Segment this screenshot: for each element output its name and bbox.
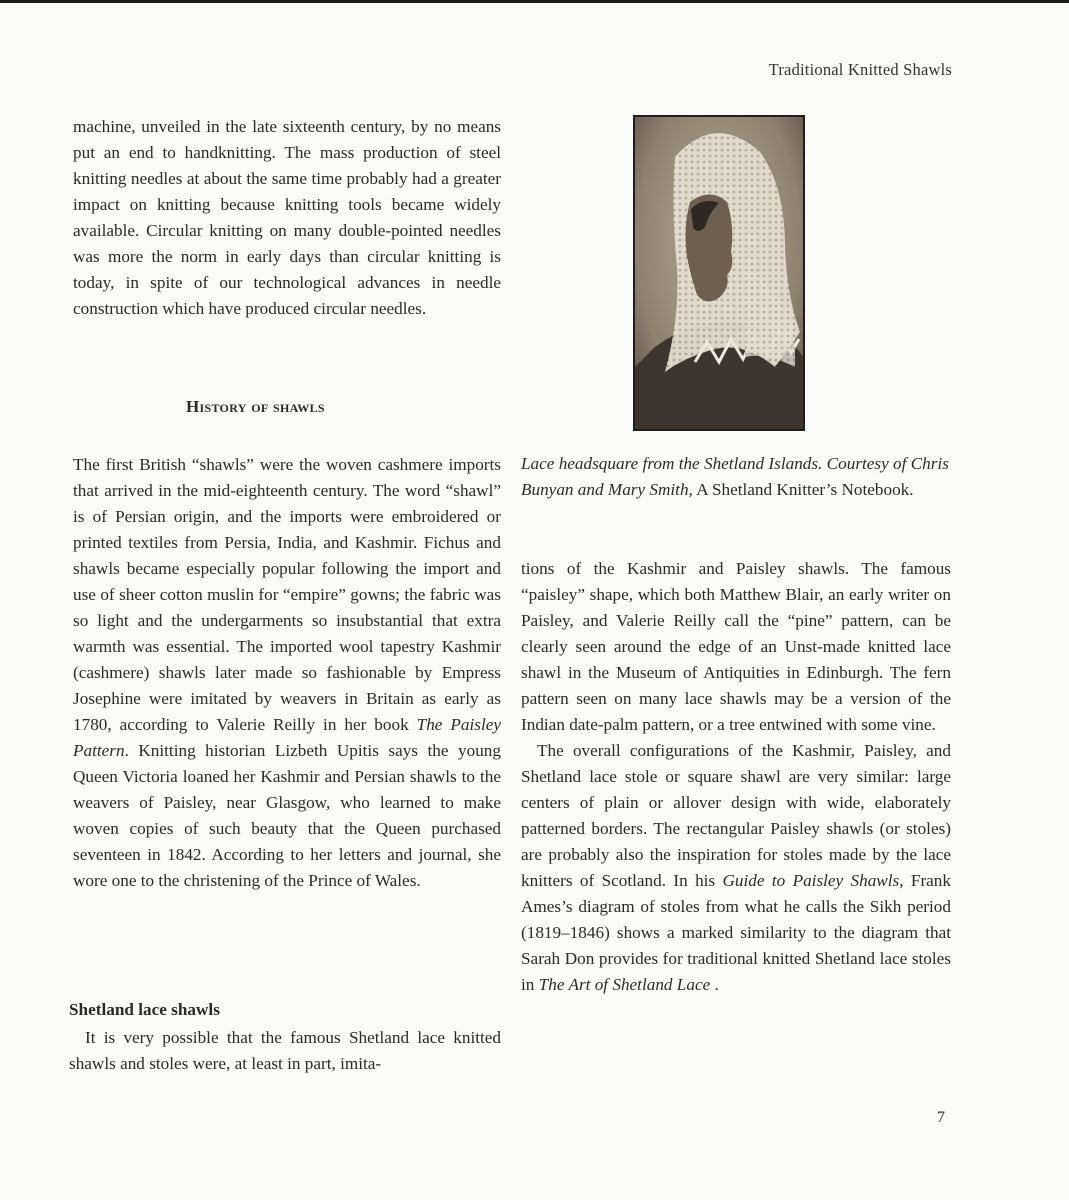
right-column-text	[521, 556, 951, 998]
history-text-1: The first British “shawls” were the woven cashmere imports that arrived in the mid-eighteenth century. The word “shawl” is of Persian origin, and the imports were embroidered or printed textiles from Persia, India, and Kashmir. Fichus and shawls became especially popular following the import and use of sheer cotton muslin for “empire” gowns; the fabric was so light and the undergarments so insubstantial that extra warmth was essential. The imported wool tapestry Kashmir (cashmere) shawls later made so fashionable by Empress Josephine were imitated by weavers in Britain as early as 1780, according to Valerie Reilly in her book	[73, 455, 501, 734]
photo-image	[635, 117, 803, 429]
shetland-paragraph-text: It is very possible that the famous Shetland lace knitted shawls and stoles were, at least in part, imita-	[69, 1028, 501, 1073]
book-title-paisley-pattern: The Paisley Pattern	[73, 715, 502, 760]
history-text-2: . Knitting historian Lizbeth Upitis says the young Queen Victoria loaned her Kashmir and Persian shawls to the weavers of Paisley, near Glasgow, who learned to make woven copies of such beauty that the Queen purchased seventeen in 1842. According to her letters and journal, she wore one to the christening of the Prince of Wales.	[73, 741, 501, 890]
right-p2-text-2: Frank Ames’s diagram of stoles from what he calls the Sikh period (1819–1846) shows a marked similarity to the diagram that Sarah Don provides for traditional knitted Shetland lace stoles in	[521, 871, 951, 994]
intro-paragraph-text: machine, unveiled in the late sixteenth century, by no means put an end to handknitting. The mass production of steel knitting needles at about the same time probably had a greater impact on knitting because knitting tools became widely available. Circular knitting on many double-pointed needles was more the norm in early days than circular knitting is today, in spite of our technological advances in needle construction which have produced circular needles.	[73, 117, 501, 318]
right-paragraph-2	[521, 738, 951, 998]
right-paragraph-1: tions of the Kashmir and Paisley shawls. The famous “paisley” shape, which both Matthew Blair, an early writer on Paisley, and Valerie Reilly call the “pine” pattern, can be clearly seen around the edge of an Unst-made knitted lace shawl in the Museum of Antiquities in Edinburgh. The fern pattern seen on many lace shawls may be a version of the Indian date-palm pattern, or a tree entwined with some vine.	[521, 559, 951, 734]
caption-book-title: A Shetland Knitter’s Notebook.	[692, 480, 914, 499]
right-p2-text-3: .	[710, 975, 719, 994]
shetland-paragraph	[69, 1025, 501, 1077]
history-paragraph	[73, 452, 501, 894]
right-p2-text-1: The overall configurations of the Kashmir, Paisley, and Shetland lace stole or square shawl are very similar: large centers of plain or allover design with wide, elaborately patterned borders. The rectangular Paisley shawls (or stoles) are probably also the inspiration for stoles made by the lace knitters of Scotland. In his	[521, 741, 951, 890]
subheading-shetland: Shetland lace shawls	[69, 1000, 220, 1019]
page-number: 7	[937, 1109, 945, 1126]
lace-headsquare-photo	[633, 115, 805, 431]
section-heading: History of shawls	[186, 397, 325, 416]
running-head: Traditional Knitted Shawls	[768, 60, 952, 79]
caption-italic: Lace headsquare from the Shetland Islands. Courtesy of Chris Bunyan and Mary Smith,	[521, 454, 949, 499]
title-guide-paisley: Guide to Paisley Shawls,	[722, 871, 904, 890]
title-art-shetland-lace: The Art of Shetland Lace	[538, 975, 711, 994]
top-rule	[0, 0, 1069, 3]
photo-caption	[521, 451, 951, 503]
intro-paragraph	[73, 114, 501, 322]
